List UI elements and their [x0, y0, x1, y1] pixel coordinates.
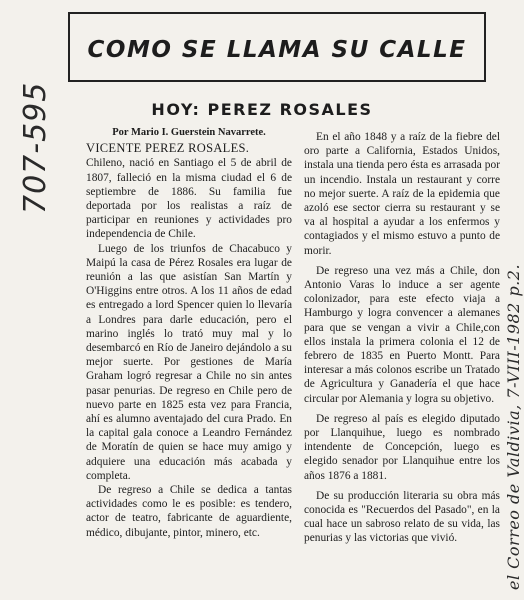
- left-column: [86, 126, 292, 540]
- lead-name-line: [86, 141, 292, 156]
- right-paragraph-3: De regreso al país es elegido diputado por Llanquihue, luego es nombrado intendente de Concepción, luego es elegido senador por Llanquihue entre los años 1876 a 1881.: [304, 412, 500, 482]
- handwritten-source-note: el Correo de Valdivia, 7-VIII-1982 p.2.: [504, 263, 523, 590]
- left-paragraph-3: De regreso a Chile se dedica a tantas actividades como le es posible: es tendero, actor de teatro, fabricante de aguardiente, médico, dibujante, pintor, minero, etc.: [86, 484, 292, 539]
- handwritten-catalog-number: 707-595: [18, 81, 53, 214]
- masthead-title: COMO SE LLAMA SU CALLE: [87, 37, 467, 63]
- masthead-box: [68, 12, 486, 82]
- byline: Por Mario I. Guerstein Navarrete.: [112, 127, 266, 138]
- right-paragraph-4: De su producción literaria su obra más conocida es "Recuerdos del Pasado", en la cual hace un sabroso relato de su vida, las penurias y las victorias que vivió.: [304, 489, 500, 545]
- right-paragraph-2: De regreso una vez más a Chile, don Antonio Varas lo induce a ser agente colonizador, para este efecto viaja a Hamburgo y logra convencer a alemanes para que se vengan a vivir a Chile,con ellos instala la primera colonia el 12 de febrero de 1835 en Puerto Montt. Para interesar a más colonos escribe un Tratado de Agricultura y Ganadería el que hace circular por Alemania y logra su objetivo.: [304, 264, 500, 405]
- lead-name: VICENTE PEREZ ROSALES.: [86, 141, 250, 156]
- right-column: [304, 130, 500, 546]
- right-paragraph-1: En el año 1848 y a raíz de la fiebre del oro parte a California, Estados Unidos, instala una tienda pero ésta es arrasada por un incendio. Instala un restaurant y corre no mejor suerte. A raíz de la epidemia que azoló ese sector cierra su restaurant y se va al hospital a ayudar a los enfermos y contagiados y el mismo estuvo a punto de morir.: [304, 131, 500, 257]
- left-paragraph-1: Chileno, nació en Santiago el 5 de abril de 1807, falleció en la misma ciudad el 6 de septiembre de 1886. Su familia fue deportada por los realistas a raíz de participar en reuniones y actividades pro independencia de Chile.: [86, 157, 292, 241]
- left-paragraph-2: Luego de los triunfos de Chacabuco y Maipú la casa de Pérez Rosales era lugar de reunión a las que asistían San Martín y O'Higgins entre otros. A los 11 años de edad es entregado a lord Spencer quien lo llevaría a Londres para darle educación, pero el marino inglés lo trató muy mal y lo desembarcó en Río de Janeiro dejándolo a su mejor suerte. Por gestiones de María Graham logró regresar a Chile no sin antes pasar penurias. De regreso en Chile pero de nuevo parte en 1825 esta vez para Francia, ahí es alumno aventajado del cura Prado. En la capital gala conoce a Leandro Fernández de Moratín de quien se hace muy amigo y adquiere una educación más acabada y completa.: [86, 242, 292, 482]
- article-title: HOY: PEREZ ROSALES: [151, 100, 373, 119]
